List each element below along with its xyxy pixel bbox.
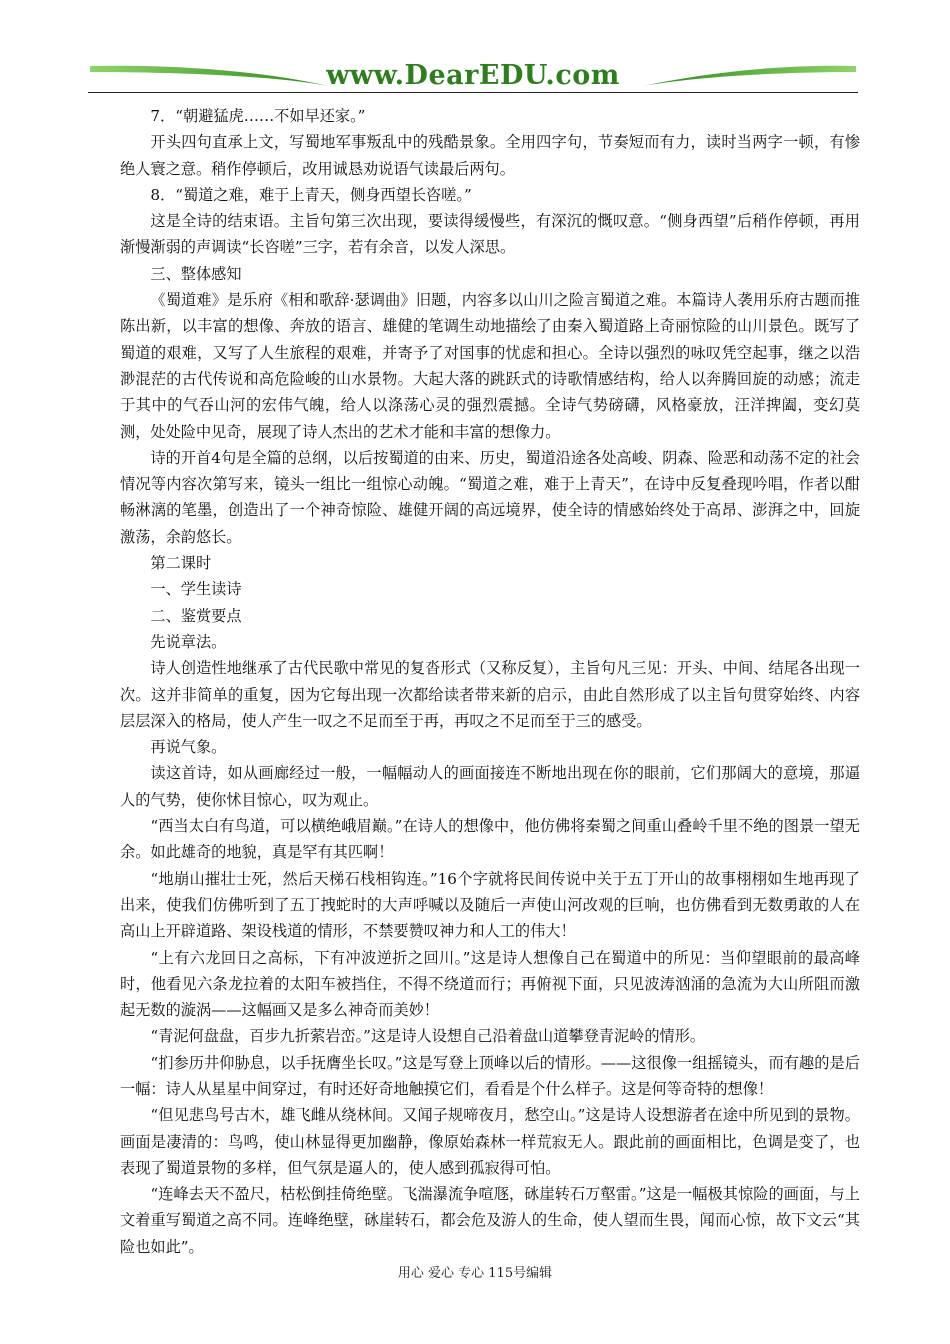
paragraph: 读这首诗，如从画廊经过一般，一幅幅动人的画面接连不断地出现在你的眼前，它们那阔大的意境，那逼人的气势，使你怵目惊心，叹为观止。 — [120, 764, 860, 809]
paragraph: “青泥何盘盘，百步九折萦岩峦。”这是诗人设想自己沿着盘山道攀登青泥岭的情形。 — [150, 1027, 706, 1046]
page-footer: 用心 爱心 专心 115号编辑 — [397, 1266, 553, 1281]
paragraph: “上有六龙回日之高标，下有冲波逆折之回川。”这是诗人想像自己在蜀道中的所见：当仰望眼前的最高峰时，他看见六条龙拉着的太阳车被挡住，不得不绕道而行；再俯视下面，只见波涛汹涌的急流为大山所阻而激起无数的漩涡——这幅画又是多么神奇而美妙！ — [120, 948, 860, 1020]
header-divider — [88, 92, 858, 93]
paragraph: 这是全诗的结束语。主旨句第三次出现，要读得缓慢些，有深沉的慨叹意。“侧身西望”后稍作停顿，再用渐慢渐弱的声调读“长咨嗟”三字，若有余音，以发人深思。 — [120, 212, 860, 257]
paragraph: “西当太白有鸟道，可以横绝峨眉巅。”在诗人的想像中，他仿佛将秦蜀之间重山叠岭千里不绝的图景一望无余。如此雄奇的地貌，真是罕有其匹啊！ — [120, 817, 860, 862]
paragraph: 8．“蜀道之难，难于上青天，侧身西望长咨嗟。” — [150, 185, 472, 204]
section-heading: 三、整体感知 — [150, 264, 242, 283]
paragraph: 7．“朝避猛虎……不如早还家。” — [150, 107, 366, 125]
site-logo: www.DearEDU.com — [326, 60, 620, 91]
paragraph: 再说气象。 — [150, 738, 227, 757]
paragraph: “连峰去天不盈尺，枯松倒挂倚绝壁。飞湍瀑流争喧豗，砯崖转石万壑雷。”这是一幅极其惊险的画面，与上文着重写蜀道之高不同。连峰绝壁，砯崖转石，都会危及游人的生命，使人望而生畏，闻而心惊，故下文云“其险也如此”。 — [120, 1185, 860, 1256]
page-header — [88, 52, 858, 96]
paragraph: 诗人创造性地继承了古代民歌中常见的复沓形式（又称反复），主旨句凡三见：开头、中间、结尾各出现一次。这并非简单的重复，因为它每出现一次都给读者带来新的启示，由此自然形成了以主旨句贯穿始终、内容层层深入的格局，使人产生一叹之不足而至于再，再叹之不足而至于三的感受。 — [120, 659, 860, 730]
section-heading: 一、学生读诗 — [150, 580, 242, 599]
paragraph: “但见悲鸟号古木，雄飞雌从绕林间。又闻子规啼夜月，愁空山。”这是诗人设想游者在途中所见到的景物。画面是凄清的：鸟鸣，使山林显得更加幽静，像原始森林一样荒寂无人。跟此前的画面相比，色调是变了，也表现了蜀道景物的多样，但气氛是逼人的，使人感到孤寂得可怕。 — [120, 1106, 860, 1177]
paragraph: 《蜀道难》是乐府《相和歌辞·瑟调曲》旧题，内容多以山川之险言蜀道之难。本篇诗人袭用乐府古题而推陈出新，以丰富的想像、奔放的语言、雄健的笔调生动地描绘了由秦入蜀道路上奇丽惊险的山川景色。既写了蜀道的艰难，又写了人生旅程的艰难，并寄予了对国事的忧虑和担心。全诗以强烈的咏叹凭空起事，继之以浩渺混茫的古代传说和高危险峻的山水景物。大起大落的跳跃式的诗歌情感结构，给人以奔腾回旋的动感；流走于其中的气吞山河的宏伟气魄，给人以涤荡心灵的强烈震撼。全诗气势磅礴，风格豪放，汪洋捭阖，变幻莫测，处处险中见奇，展现了诗人杰出的艺术才能和丰富的想像力。 — [120, 291, 860, 441]
section-heading: 第二课时 — [150, 554, 212, 573]
paragraph: “扪参历井仰胁息，以手抚膺坐长叹。”这是写登上顶峰以后的情形。——这很像一组摇镜头，而有趣的是后一幅：诗人从星星中间穿过，有时还好奇地触摸它们，看看是个什么样子。这是何等奇特的想像！ — [120, 1053, 860, 1098]
document-body — [120, 103, 860, 1260]
paragraph: 诗的开首4句是全篇的总纲，以后按蜀道的由来、历史，蜀道沿途各处高峻、阴森、险恶和动荡不定的社会情况等内容次第写来，镜头一组比一组惊心动魄。“蜀道之难，难于上青天”，在诗中反复叠现吟唱，作者以酣畅淋漓的笔墨，创造出了一个神奇惊险、雄健开阔的高远境界，使全诗的情感始终处于高昂、澎湃之中，回旋激荡，余韵悠长。 — [120, 448, 860, 546]
paragraph: 先说章法。 — [150, 632, 227, 651]
paragraph: “地崩山摧壮士死，然后天梯石栈相钩连。”16个字就将民间传说中关于五丁开山的故事栩栩如生地再现了出来，使我们仿佛听到了五丁拽蛇时的大声呼喊以及随后一声使山河改观的巨响，也仿佛看到无数勇敢的人在高山上开辟道路、架设栈道的情形，不禁要赞叹神力和人工的伟大！ — [120, 869, 860, 941]
paragraph: 开头四句直承上文，写蜀地军事叛乱中的残酷景象。全用四字句，节奏短而有力，读时当两字一顿，有惨绝人寰之意。稍作停顿后，改用诚恳劝说语气读最后两句。 — [120, 133, 860, 178]
section-heading: 二、鉴赏要点 — [150, 606, 242, 625]
